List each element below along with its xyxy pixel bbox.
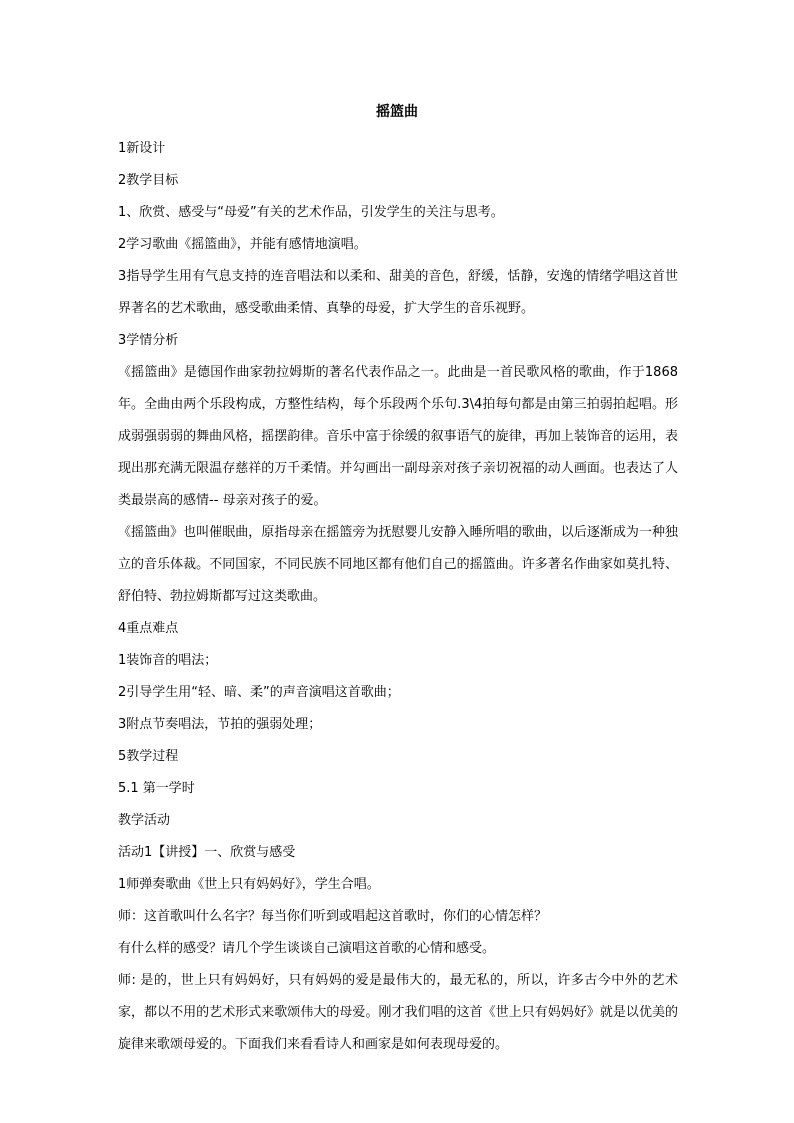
paragraph-step-1: 1师弹奏歌曲《世上只有妈妈好》，学生合唱。	[118, 877, 380, 892]
paragraph-teacher-question: 师：这首歌叫什么名字？每当你们听到或唱起这首歌时，你们的心情怎样？	[118, 909, 548, 924]
paragraph-activity-1: 活动1【讲授】一、欣赏与感受	[118, 845, 296, 860]
paragraph-analysis-1: 《摇篮曲》是德国作曲家勃拉姆斯的著名代表作品之一。此曲是一首民歌风格的歌曲，作于1868年。全曲由两个乐段构成，方整性结构，每个乐段两个乐句.3\4拍每句都是由第三拍弱拍起唱。形成弱强弱弱的舞曲风格，摇摆韵律。音乐中富于徐缓的叙事语气的旋律，再加上装饰音的运用，表现出那充满无限温存慈祥的万千柔情。并勾画出一副母亲对孩子亲切祝福的动人画面。也表达了人类最崇高的感情-- 母亲对孩子的爱。	[118, 365, 678, 508]
paragraph-section-3: 3学情分析	[118, 333, 179, 348]
paragraph-difficulty-2: 2引导学生用“轻、暗、柔”的声音演唱这首歌曲；	[118, 685, 400, 700]
paragraph-goal-3: 3指导学生用有气息支持的连音唱法和以柔和、甜美的音色，舒缓，恬静，安逸的情绪学唱这首世界著名的艺术歌曲，感受歌曲柔情、真挚的母爱，扩大学生的音乐视野。	[118, 269, 678, 316]
paragraph-feeling-question: 有什么样的感受？请几个学生谈谈自己演唱这首歌的心情和感受。	[118, 941, 496, 956]
paragraph-analysis-2: 《摇篮曲》也叫催眠曲，原指母亲在摇篮旁为抚慰婴儿安静入睡所唱的歌曲，以后逐渐成为一种独立的音乐体裁。不同国家，不同民族不同地区都有他们自己的摇篮曲。许多著名作曲家如莫扎特、舒伯特、勃拉姆斯都写过这类歌曲。	[118, 525, 678, 604]
paragraph-activities: 教学活动	[118, 813, 171, 828]
paragraph-goal-1: 1、欣赏、感受与“母爱”有关的艺术作品，引发学生的关注与思考。	[118, 205, 504, 220]
paragraph-goal-2: 2学习歌曲《摇篮曲》，并能有感情地演唱。	[118, 237, 367, 252]
paragraph-teacher-remark: 师: 是的，世上只有妈妈好，只有妈妈的爱是最伟大的，最无私的，所以，许多古今中外的艺术家，都以不用的艺术形式来歌颂伟大的母爱。刚才我们唱的这首《世上只有妈妈好》就是以优美的旋律来歌颂母爱的。下面我们来看看诗人和画家是如何表现母爱的。	[118, 973, 678, 1052]
paragraph-lesson-1: 5.1 第一学时	[118, 781, 195, 796]
paragraph-section-4: 4重点难点	[118, 621, 179, 636]
paragraph-section-2: 2教学目标	[118, 173, 179, 188]
paragraph-section-5: 5教学过程	[118, 749, 179, 764]
paragraph-difficulty-3: 3附点节奏唱法，节拍的强弱处理；	[118, 717, 322, 732]
paragraph-section-1: 1新设计	[118, 141, 166, 156]
paragraph-difficulty-1: 1装饰音的唱法；	[118, 653, 218, 668]
document-title: 摇篮曲	[376, 104, 418, 120]
document-body	[118, 133, 678, 1061]
